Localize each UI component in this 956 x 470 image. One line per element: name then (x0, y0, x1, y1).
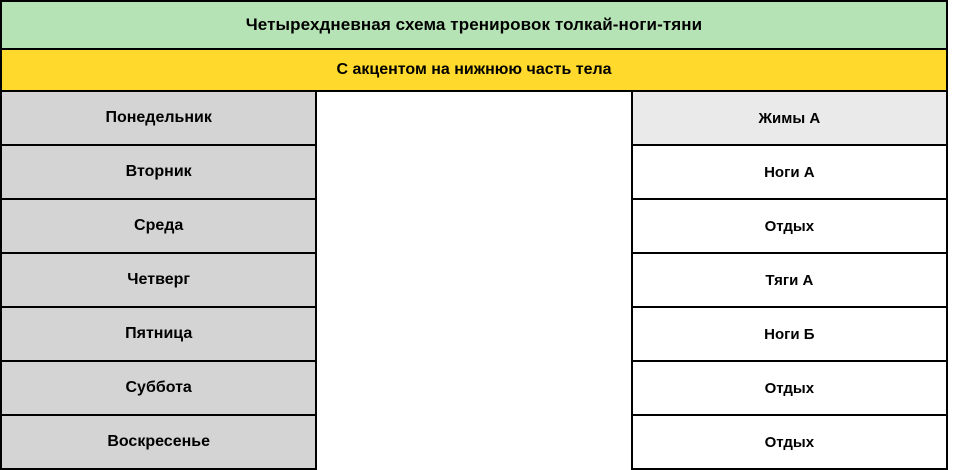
workout-value-monday: Жимы А (632, 91, 947, 145)
column-gap (316, 145, 631, 199)
day-label-wednesday: Среда (1, 199, 316, 253)
day-label-saturday: Суббота (1, 361, 316, 415)
table-row (1, 361, 947, 415)
table-row (1, 91, 947, 145)
workout-value-wednesday: Отдых (632, 199, 947, 253)
workout-value-friday: Ноги Б (632, 307, 947, 361)
table-row (1, 199, 947, 253)
schedule-subtitle: С акцентом на нижнюю часть тела (1, 49, 947, 91)
day-label-friday: Пятница (1, 307, 316, 361)
workout-value-thursday: Тяги А (632, 253, 947, 307)
workout-value-tuesday: Ноги А (632, 145, 947, 199)
column-gap (316, 199, 631, 253)
table-row (1, 145, 947, 199)
workout-value-saturday: Отдых (632, 361, 947, 415)
column-gap (316, 91, 631, 145)
day-label-monday: Понедельник (1, 91, 316, 145)
schedule-title: Четырехдневная схема тренировок толкай-ноги-тяни (1, 1, 947, 49)
table-row (1, 253, 947, 307)
table-row (1, 307, 947, 361)
column-gap (316, 307, 631, 361)
workout-value-sunday: Отдых (632, 415, 947, 469)
column-gap (316, 415, 631, 469)
table-row (1, 415, 947, 469)
column-gap (316, 253, 631, 307)
day-label-sunday: Воскресенье (1, 415, 316, 469)
day-label-thursday: Четверг (1, 253, 316, 307)
table-subtitle-row (1, 49, 947, 91)
column-gap (316, 361, 631, 415)
day-label-tuesday: Вторник (1, 145, 316, 199)
table-title-row (1, 1, 947, 49)
